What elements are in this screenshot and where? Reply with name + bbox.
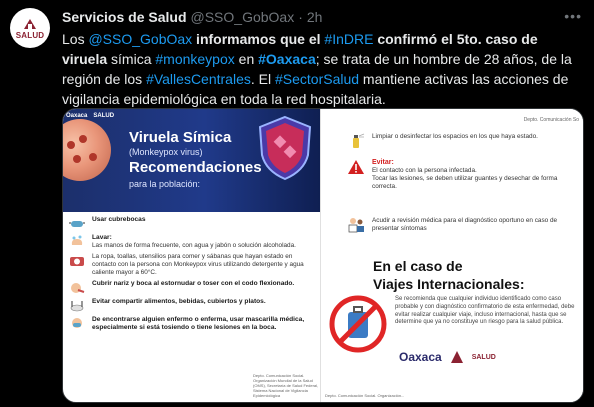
list-item (69, 234, 315, 250)
item-bold: Cubrir nariz y boca al estornudar o toser con el codo flexionado. (92, 280, 295, 287)
text-segment: viruela (62, 51, 108, 67)
travel-recommendation-text: Se recomienda que cualquier individuo identificado como caso probable y con diagnóstico confirmatorio de esta enfermedad, debe evitar realizar cualquier viaje, incluso internacional, hasta que se determine que ya no constituye un riesgo para la salud pública. (395, 296, 575, 326)
avoid-item: El contacto con la persona infectada. (372, 167, 477, 174)
oaxaca-logo: Oaxaca (399, 350, 442, 364)
list-item (69, 316, 315, 332)
text-segment: . El (250, 71, 275, 87)
laundry-icon (69, 254, 85, 268)
more-options-icon[interactable]: ••• (564, 8, 582, 24)
avoid-title: Evitar: (372, 159, 394, 166)
author-handle[interactable]: @SSO_GobOax (190, 9, 295, 25)
text-segment: Los (62, 31, 89, 47)
doctor-text: Acudir a revisión médica para el diagnóstico oportuno en caso de presentar síntomas (372, 217, 558, 232)
item-bold: Lavar: (92, 234, 112, 241)
recommendations-list (63, 212, 321, 335)
right-footer: Depto. Comunicación Social. Organización... (325, 393, 405, 398)
tweet-text (62, 29, 582, 109)
avoid-item: Tocar las lesiones, se deben utilizar guantes y desechar de forma correcta. (372, 175, 558, 190)
oaxaca-logo: Oaxaca (66, 113, 88, 119)
text-segment: en (234, 51, 259, 67)
doctor-icon (347, 217, 365, 233)
author-name[interactable]: Servicios de Salud (62, 9, 187, 25)
list-item (347, 133, 572, 149)
seal-icon (450, 349, 464, 365)
shield-icon (256, 115, 314, 181)
salud-logo: SALUD (471, 353, 496, 361)
sneeze-icon (69, 281, 85, 295)
hashtag-link[interactable]: #VallesCentrales (146, 71, 251, 87)
footer-logos (399, 349, 496, 365)
tweet-time[interactable]: 2h (306, 9, 323, 25)
salud-logo: SALUD (93, 113, 115, 119)
infographic-banner (63, 109, 320, 212)
mask-icon (69, 217, 85, 231)
text-segment: informamos que el (192, 31, 325, 47)
travel-heading-line1: En el caso de (373, 258, 463, 274)
spray-cleaning-icon (347, 133, 365, 149)
warning-icon (347, 159, 365, 175)
hashtag-link[interactable]: #Oaxaca (258, 51, 316, 67)
seal-icon (22, 17, 38, 31)
infographic-title: Viruela Símica (129, 129, 232, 146)
list-item (69, 253, 315, 277)
item-text: Las manos de forma frecuente, con agua y jabón o solución alcoholada. (92, 242, 296, 249)
list-item (347, 217, 572, 233)
hand-wash-icon (69, 235, 85, 249)
list-item (69, 298, 315, 313)
infographic-subheading: para la población: (129, 179, 201, 189)
hashtag-link[interactable]: #monkeypox (155, 51, 235, 67)
list-item (347, 159, 572, 191)
utensils-icon (69, 299, 85, 313)
text-segment: ; se trata de un hombre de 28 años, de la región de los (62, 51, 572, 87)
travel-heading-line2: Viajes Internacionales: (373, 276, 525, 292)
list-item (69, 280, 315, 295)
text-segment: símica (107, 51, 156, 67)
media-image-right[interactable] (321, 109, 583, 402)
media-image-left[interactable] (63, 109, 321, 402)
no-luggage-icon (329, 295, 387, 353)
item-bold: Evitar compartir alimentos, bebidas, cubiertos y platos. (92, 298, 266, 305)
banner-logos (66, 113, 114, 119)
tweet-header (62, 8, 322, 26)
avatar-logo-text: SALUD (15, 30, 45, 40)
item-bold: Usar cubrebocas (92, 216, 146, 223)
separator-dot: · (298, 9, 303, 25)
virus-illustration-icon (63, 119, 111, 181)
mention-link[interactable]: @SSO_GobOax (88, 31, 193, 47)
tweet-media[interactable] (62, 108, 584, 403)
text-segment: confirmó el 5to. caso de (373, 31, 538, 47)
hashtag-link[interactable]: #SectorSalud (274, 71, 360, 87)
author-avatar[interactable] (10, 8, 50, 48)
infographic-subtitle: (Monkeypox virus) (129, 147, 203, 157)
item-text: La ropa, toallas, utensilios para comer y sábanas que hayan estado en contacto con la persona con Monkeypox virus utilizando detergente y agua caliente mayor a 60°C. (92, 253, 304, 276)
text-segment: mantiene activas las acciones de vigilancia epidemiológica en toda la red hospitalaria. (62, 71, 569, 107)
clean-text: Limpiar o desinfectar los espacios en los que haya estado. (372, 133, 538, 140)
face-mask-icon (69, 317, 85, 331)
hashtag-link[interactable]: #InDRE (324, 31, 374, 47)
travel-heading (373, 257, 524, 293)
list-item (69, 216, 315, 231)
infographic-heading: Recomendaciones (129, 159, 262, 176)
left-footer: Depto. Comunicación Social. Organización Mundial de la Salud (OMS), Secretaría de Salud Federal, Sistema Nacional de Vigilancia Epidemiológica (253, 373, 319, 398)
item-bold: De encontrarse alguien enfermo o enferma, usar mascarilla médica, especialmente si está tosiendo o tiene lesiones en la boca. (92, 316, 305, 331)
dept-label: Depto. Comunicación So (523, 117, 579, 123)
